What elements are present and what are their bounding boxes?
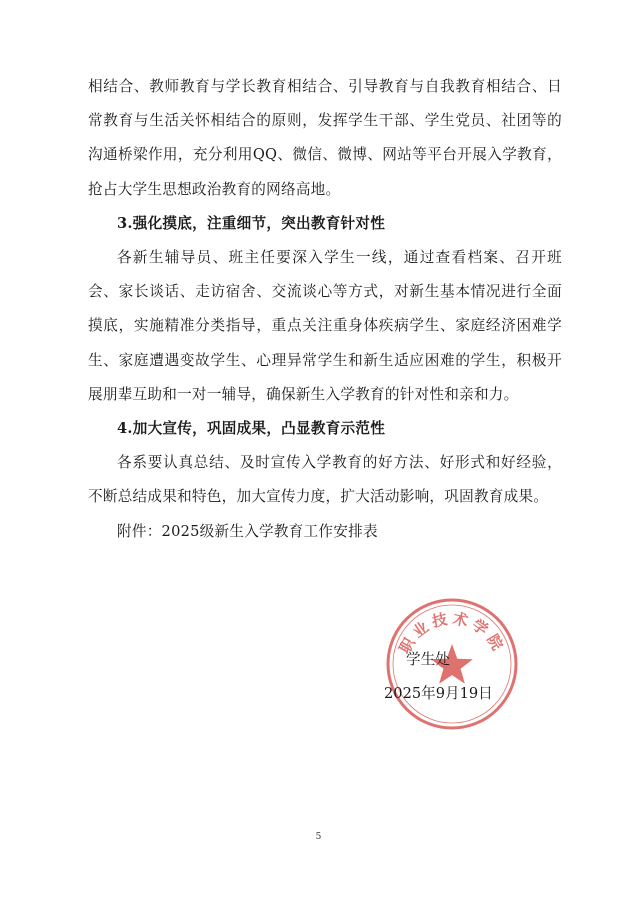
page-number: 5 bbox=[315, 832, 322, 842]
section-4-heading: 4.加大宣传，巩固成果，凸显教育示范性 bbox=[117, 420, 386, 438]
section-3-body: 各新生辅导员、班主任要深入学生一线，通过查看档案、召开班会、家长谈话、走访宿舍、交流谈心等方式，对新生基本情况进行全面摸底，实施精准分类指导，重点关注重身体疾病学生、家庭经济困难学生、家庭遭遇变故学生、心理异常学生和新生适应困难的学生，积极开展朋辈互助和一对一辅导，确保新生入学教育的针对性和亲和力。 bbox=[88, 249, 562, 403]
attachment-line: 附件：2025级新生入学教育工作安排表 bbox=[117, 522, 378, 540]
section-3-heading: 3.强化摸底，注重细节，突出教育针对性 bbox=[117, 214, 386, 232]
paragraph-continuation: 相结合、教师教育与学长教育相结合、引导教育与自我教育相结合、日常教育与生活关怀相结合的原则，发挥学生干部、学生党员、社团等的沟通桥梁作用，充分利用QQ、微信、微博、网站等平台开展入学教育，抢占大学生思想政治教育的网络高地。 bbox=[88, 78, 562, 198]
signature-date: 2025年9月19日 bbox=[384, 685, 493, 702]
section-4-body: 各系要认真总结、及时宣传入学教育的好方法、好形式和好经验，不断总结成果和特色，加大宣传力度，扩大活动影响，巩固教育成果。 bbox=[88, 454, 562, 506]
seal-text: 职业技术学院 bbox=[395, 609, 509, 657]
document-body bbox=[88, 70, 562, 549]
signature-block bbox=[384, 643, 554, 711]
signature-office: 学生处 bbox=[406, 651, 450, 668]
